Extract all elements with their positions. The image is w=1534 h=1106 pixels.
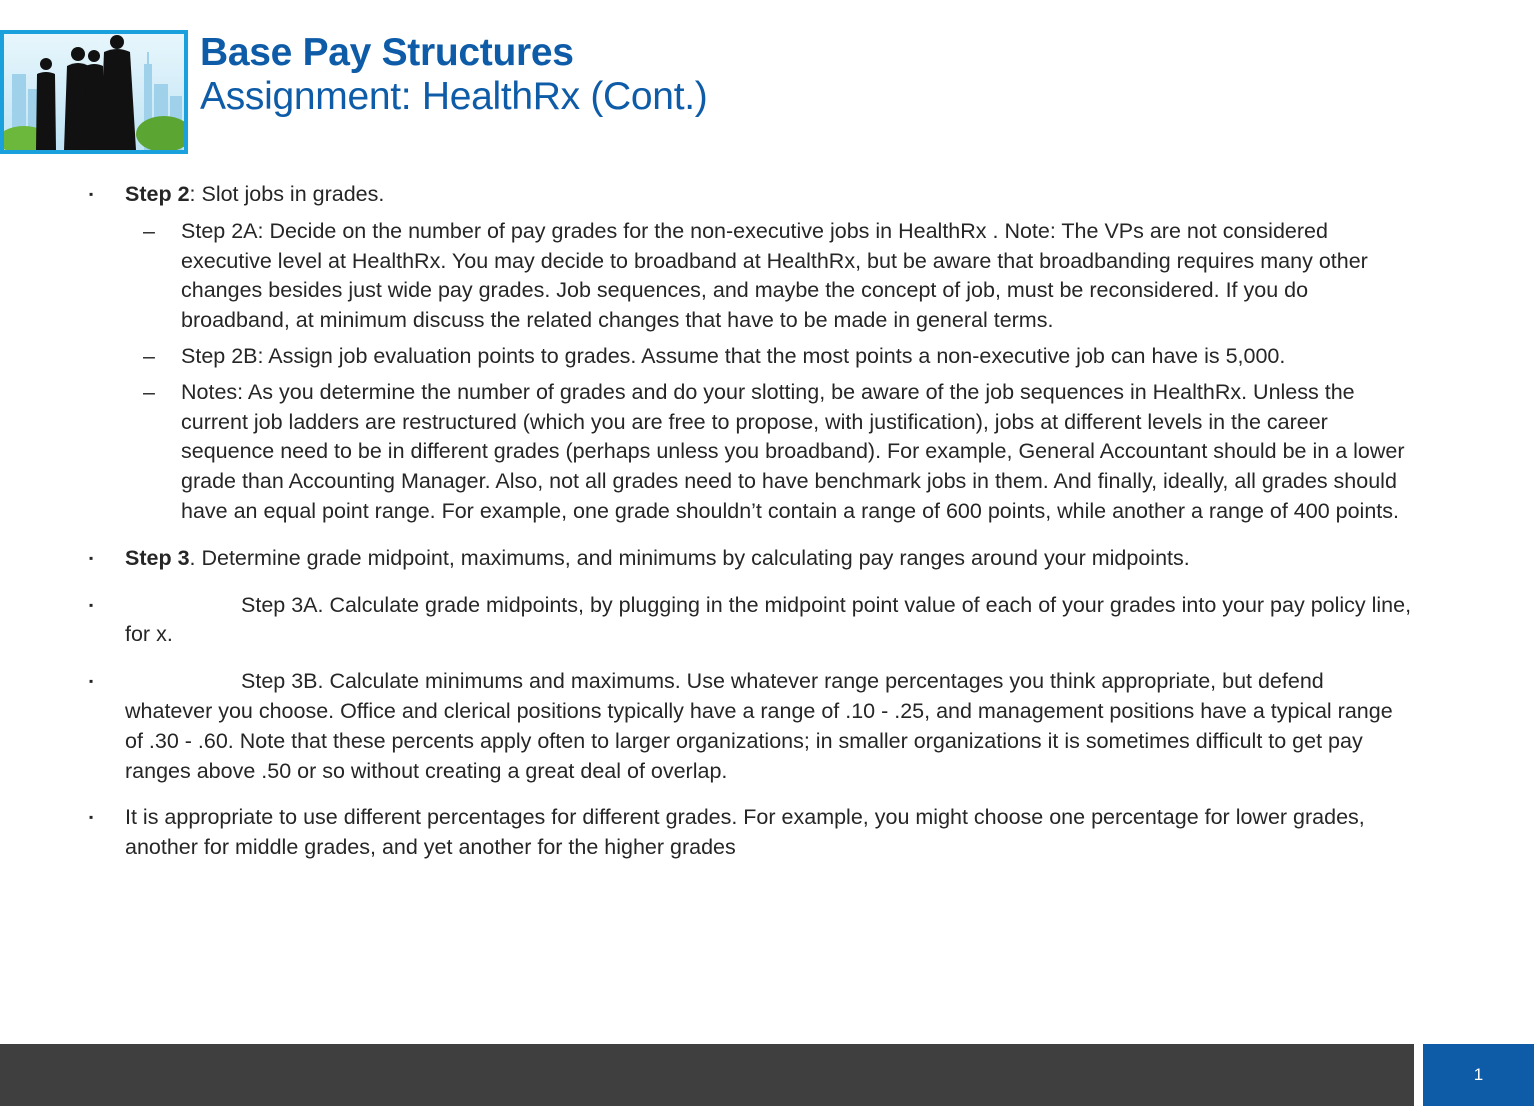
bullet-note [0,803,1415,863]
step-text: : Slot jobs in grades. [189,182,385,206]
bullet-step-3 [0,544,1415,574]
sub-bullet-text: Notes: As you determine the number of grades and do your slotting, be aware of the job sequences in HealthRx. Unless the current job ladders are restructured (which you are free to propose, with justification), jobs at different levels in the career sequence need to be in different grades (perhaps unless you broadband). For example, General Accountant should be in a lower grade than Accounting Manager. Also, not all grades need to have benchmark jobs in them. And finally, ideally, all grades should have an equal point range. For example, one grade shouldn’t contain a range of 600 points, while another a range of 400 points. [181,379,1405,523]
slide-body [0,180,1534,863]
page-subtitle: Assignment: HealthRx (Cont.) [200,75,708,118]
step-text: Step 3A. Calculate grade midpoints, by plugging in the midpoint point value of each of your grades into your pay policy line, for x. [125,592,1412,647]
note-text: It is appropriate to use different percentages for different grades. For example, you might choose one percentage for lower grades, another for middle grades, and yet another for the higher grades [125,805,1365,860]
bullet-step-3b [0,667,1415,786]
page-title: Base Pay Structures [200,31,574,74]
sub-bullet-text: Step 2B: Assign job evaluation points to grades. Assume that the most points a non-executive job can have is 5,000. [181,343,1286,368]
square-bullet-icon [89,667,93,697]
step-text: Step 3B. Calculate minimums and maximums. Use whatever range percentages you think appropriate, but defend whatever you choose. Office and clerical positions typically have a range of .10 - .25, and management positions have a typical range of .30 - .60. Note that these percents apply often to larger organizations; in smaller organizations it is sometimes difficult to get pay ranges above .50 or so without creating a great deal of overlap. [125,669,1393,783]
step-text: . Determine grade midpoint, maximums, and minimums by calculating pay ranges around your midpoints. [189,545,1190,570]
sub-bullet-step-2b [0,342,1421,372]
dash-bullet-icon: – [143,379,155,404]
square-bullet-icon [89,180,93,210]
sub-bullet-step-2a [0,217,1421,336]
page-number-box [1423,1044,1534,1106]
header [200,31,707,119]
footer-bar [0,1044,1414,1106]
header-logo-image [0,30,188,154]
page-number: 1 [1473,1065,1484,1084]
step-label: Step 2 [125,182,190,206]
dash-bullet-icon: – [143,218,155,243]
business-people-silhouette-icon [4,34,184,150]
sub-bullet-notes [0,378,1421,527]
square-bullet-icon [89,591,93,621]
bullet-step-3a [0,591,1415,651]
bullet-step-2 [0,180,1415,210]
step-label: Step 3 [125,545,190,570]
square-bullet-icon [89,544,93,574]
dash-bullet-icon: – [143,343,155,368]
square-bullet-icon [89,803,93,833]
sub-bullet-text: Step 2A: Decide on the number of pay grades for the non-executive jobs in HealthRx . Note: The VPs are not considered executive level at HealthRx. You may decide to broadband at HealthRx, but be aware that broadbanding requires many other changes besides just wide pay grades. Job sequences, and maybe the concept of job, must be reconsidered. If you do broadband, at minimum discuss the related changes that have to be made in general terms. [181,218,1368,333]
